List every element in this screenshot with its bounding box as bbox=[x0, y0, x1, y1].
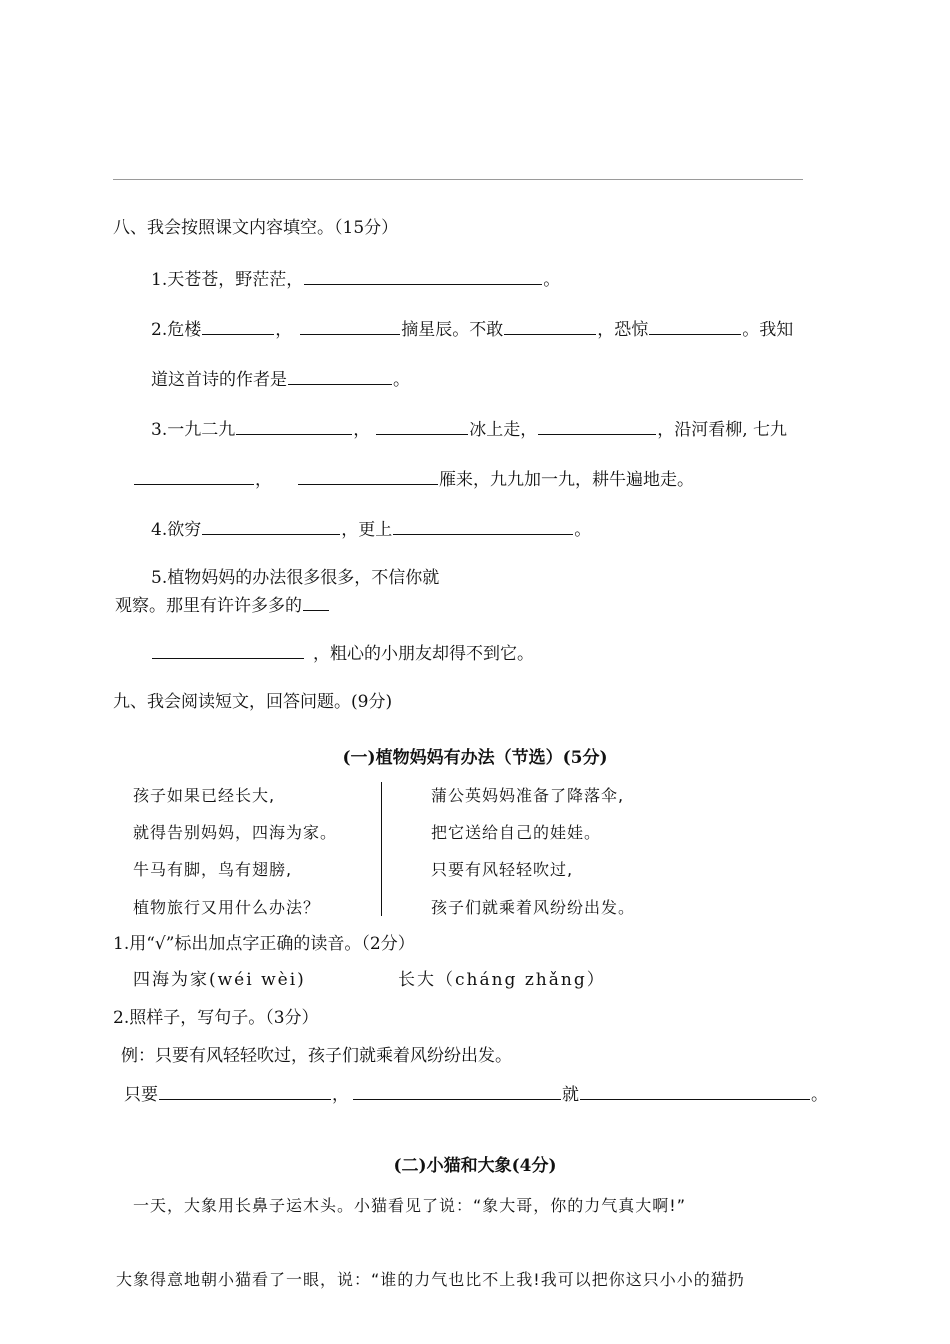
q3-blank-4[interactable] bbox=[134, 466, 254, 485]
passage1-title: (一)植物妈妈有办法（节选）(5分) bbox=[342, 748, 608, 768]
sentence-fill-line: 只要 ， 就 。 bbox=[124, 1081, 828, 1107]
q2-line1: 2.危楼 ， 摘星辰。不敢 ，恐惊 。我知 bbox=[151, 316, 793, 342]
passage2-line-1: 一天，大象用长鼻子运木头。小猫看见了说：“象大哥，你的力气真大啊!” bbox=[133, 1196, 686, 1215]
poem-right-line-1: 蒲公英妈妈准备了降落伞, bbox=[431, 786, 625, 805]
q5-blank-2[interactable] bbox=[152, 640, 304, 659]
q3-line2: ， 雁来，九九加一九，耕牛遍地走。 bbox=[133, 466, 694, 492]
q2-blank-2[interactable] bbox=[300, 316, 400, 335]
passage2-line-2: 大象得意地朝小猫看了一眼，说：“谁的力气也比不上我!我可以把你这只小小的猫扔 bbox=[116, 1270, 745, 1289]
q2-blank-author[interactable] bbox=[288, 366, 392, 385]
section8-heading: 八、我会按照课文内容填空。（15分） bbox=[113, 218, 399, 238]
fill-blank-3[interactable] bbox=[580, 1081, 810, 1100]
q3-blank-3[interactable] bbox=[538, 416, 656, 435]
section9-heading: 九、我会阅读短文，回答问题。(9分) bbox=[113, 692, 393, 712]
q5-line2: 观察。那里有许许多多的 bbox=[115, 592, 330, 618]
poem-left-line-2: 就得告别妈妈，四海为家。 bbox=[133, 823, 338, 842]
fill-blank-2[interactable] bbox=[353, 1081, 561, 1100]
q3-blank-5[interactable] bbox=[298, 466, 438, 485]
q4-blank-2[interactable] bbox=[393, 516, 573, 535]
q1-line: 1.天苍苍，野茫茫， 。 bbox=[151, 266, 560, 292]
header-divider bbox=[113, 179, 803, 180]
pinyin-choice-2[interactable]: 长大（cháng zhǎng） bbox=[398, 970, 606, 990]
q4-blank-1[interactable] bbox=[202, 516, 340, 535]
poem-right-line-3: 只要有风轻轻吹过, bbox=[431, 860, 574, 879]
column-divider bbox=[381, 782, 382, 916]
example-sentence: 例：只要有风轻轻吹过，孩子们就乘着风纷纷出发。 bbox=[121, 1046, 512, 1066]
q3-blank-1[interactable] bbox=[236, 416, 352, 435]
poem-right-line-2: 把它送给自己的娃娃。 bbox=[431, 823, 602, 842]
poem-left-line-3: 牛马有脚，鸟有翅膀, bbox=[133, 860, 293, 879]
q2-blank-4[interactable] bbox=[649, 316, 741, 335]
q4-line: 4.欲穷 ，更上 。 bbox=[151, 516, 591, 542]
q2-line2: 道这首诗的作者是 。 bbox=[151, 366, 410, 392]
passage2-title: (二)小猫和大象(4分) bbox=[393, 1156, 557, 1176]
fill-blank-1[interactable] bbox=[159, 1081, 331, 1100]
q3-blank-2[interactable] bbox=[376, 416, 468, 435]
q5-line3: ，粗心的小朋友却得不到它。 bbox=[151, 640, 534, 666]
q5-blank-1[interactable] bbox=[303, 592, 329, 611]
pinyin-choice-1[interactable]: 四海为家(wéi wèi) bbox=[133, 970, 306, 990]
q5-line1: 5.植物妈妈的办法很多很多，不信你就 bbox=[151, 568, 440, 588]
passage1-q2: 2.照样子，写句子。（3分） bbox=[113, 1008, 319, 1028]
q2-blank-3[interactable] bbox=[504, 316, 596, 335]
passage1-q1: 1.用“√”标出加点字正确的读音。（2分） bbox=[113, 934, 415, 954]
q2-blank-1[interactable] bbox=[202, 316, 274, 335]
poem-left-line-1: 孩子如果已经长大, bbox=[133, 786, 276, 805]
q1-text: 1.天苍苍，野茫茫， bbox=[151, 270, 304, 290]
q3-line1: 3.一九二九 ， 冰上走， ，沿河看柳, 七九 bbox=[151, 416, 787, 442]
poem-left-line-4: 植物旅行又用什么办法？ bbox=[133, 898, 321, 917]
q1-blank[interactable] bbox=[304, 266, 542, 285]
poem-right-line-4: 孩子们就乘着风纷纷出发。 bbox=[431, 898, 636, 917]
